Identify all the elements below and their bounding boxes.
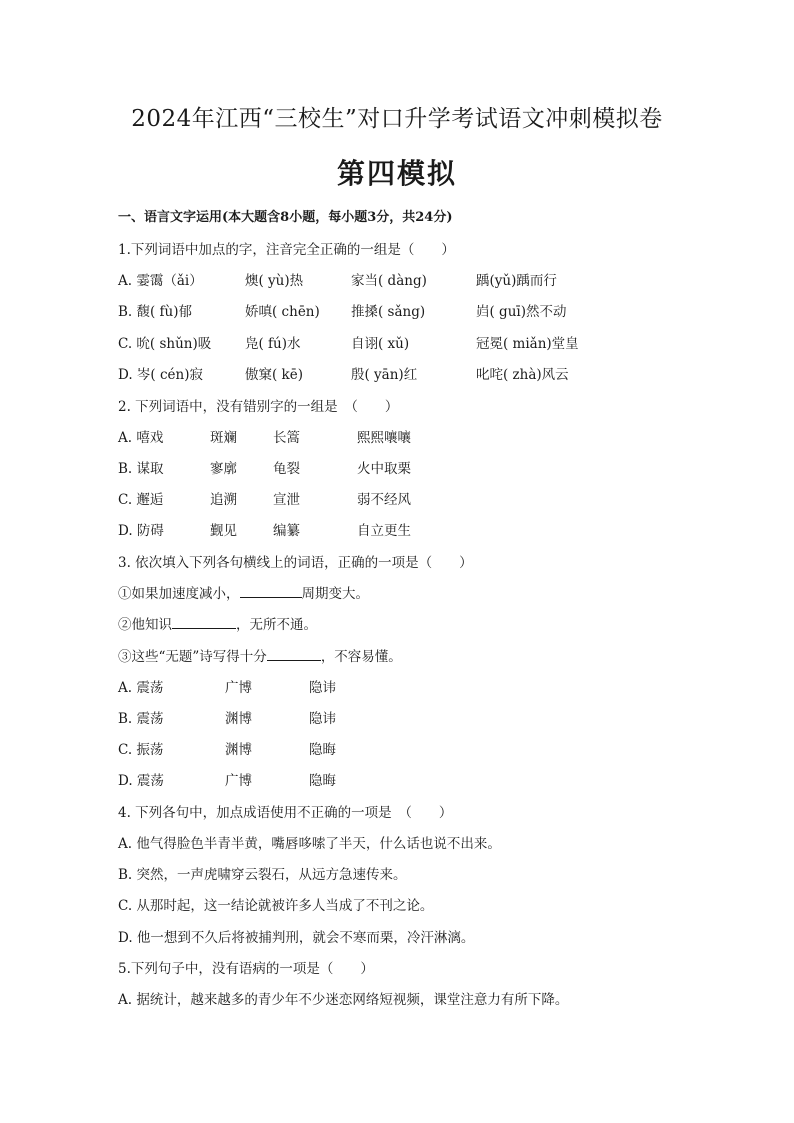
q3-s1-post: 周期变大。 [301, 586, 369, 602]
q1-option-c-2: 凫( fú)水 [245, 336, 301, 352]
q2-option-b-4: 火中取栗 [357, 461, 411, 477]
q3-s2-pre: ②他知识 [118, 617, 172, 633]
q2-option-b-2: 寥廓 [210, 461, 237, 477]
q1-option-d-3: 殷( yān)红 [351, 367, 418, 383]
q3-option-d-2: 广博 [225, 773, 252, 789]
q2-option-b-1: B. 谋取 [118, 461, 164, 477]
q3-option-b-2: 渊博 [225, 711, 252, 727]
q3-option-c-2: 渊博 [225, 742, 252, 758]
q4-option-a: A. 他气得脸色半青半黄，嘴唇哆嗦了半天，什么话也说不出来。 [118, 836, 501, 852]
q1-option-c-1: C. 吮( shǔn)吸 [118, 336, 212, 352]
q2-option-d-3: 编纂 [273, 523, 300, 539]
fill-blank-1 [240, 583, 302, 598]
q1-option-a-4: 踽(yǔ)踽而行 [476, 273, 557, 289]
q2-option-c-3: 宣泄 [273, 492, 300, 508]
q3-s2-post: ，无所不通。 [236, 617, 317, 633]
q3-option-c-1: C. 振荡 [118, 742, 164, 758]
fill-blank-3 [267, 646, 321, 661]
q2-option-a-1: A. 嘻戏 [118, 430, 164, 446]
q2-option-a-3: 长篙 [273, 430, 300, 446]
q3-option-a-1: A. 震荡 [118, 680, 164, 696]
q1-option-a-3: 家当( dàng) [351, 273, 427, 289]
page-subtitle: 第四模拟 [336, 157, 457, 190]
q1-option-b-2: 娇嗔( chēn) [245, 304, 320, 320]
q1-option-b-3: 推搡( sǎng) [351, 304, 426, 320]
q2-option-d-1: D. 防碍 [118, 523, 164, 539]
q3-option-b-3: 隐讳 [309, 711, 336, 727]
q4-option-d: D. 他一想到不久后将被捕判刑，就会不寒而栗，冷汗淋漓。 [118, 930, 475, 946]
q1-option-d-1: D. 岑( cén)寂 [118, 367, 203, 383]
q1-stem: 1.下列词语中加点的字，注音完全正确的一组是（ ） [118, 242, 455, 258]
q2-option-a-4: 熙熙嚷嚷 [357, 430, 411, 446]
q3-sentence-3 [118, 645, 402, 665]
q3-option-a-2: 广博 [225, 680, 252, 696]
q2-stem: 2. 下列词语中，没有错别字的一组是 （ ） [118, 399, 399, 415]
q3-option-b-1: B. 震荡 [118, 711, 164, 727]
section-heading: 一、语言文字运用(本大题含8小题，每小题3分，共24分) [118, 210, 453, 225]
q3-option-d-3: 隐晦 [309, 773, 336, 789]
q1-option-c-3: 自诩( xǔ) [351, 336, 410, 352]
q4-option-b: B. 突然，一声虎啸穿云裂石，从远方急速传来。 [118, 867, 407, 883]
q1-option-b-4: 岿( guī)然不动 [476, 304, 567, 320]
q2-option-c-4: 弱不经风 [357, 492, 411, 508]
q1-option-a-2: 燠( yù)热 [245, 273, 304, 289]
q3-s3-post: ，不容易懂。 [320, 649, 402, 665]
q3-sentence-2 [118, 613, 317, 633]
q4-stem: 4. 下列各句中，加点成语使用不正确的一项是 （ ） [118, 805, 453, 821]
q3-option-d-1: D. 震荡 [118, 773, 164, 789]
q3-stem: 3. 依次填入下列各句横线上的词语，正确的一项是（ ） [118, 555, 473, 571]
q2-option-d-4: 自立更生 [357, 523, 411, 539]
q5-option-a: A. 据统计，越来越多的青少年不少迷恋网络短视频，课堂注意力有所下降。 [118, 992, 569, 1008]
q2-option-b-3: 龟裂 [273, 461, 300, 477]
q1-option-b-1: B. 馥( fù)郁 [118, 304, 193, 320]
q2-option-d-2: 觐见 [210, 523, 237, 539]
page-title: 2024年江西“三校生”对口升学考试语文冲刺模拟卷 [131, 106, 663, 132]
q3-sentence-1 [118, 582, 369, 602]
q4-option-c: C. 从那时起，这一结论就被许多人当成了不刊之论。 [118, 898, 434, 914]
q3-s1-pre: ①如果加速度减小， [118, 586, 240, 602]
fill-blank-2 [172, 614, 236, 629]
q1-option-a-1: A. 霎霭（ǎi） [118, 273, 203, 289]
q5-stem: 5.下列句子中，没有语病的一项是（ ） [118, 961, 374, 977]
q3-option-a-3: 隐讳 [309, 680, 336, 696]
q1-option-d-4: 叱咤( zhà)风云 [476, 367, 569, 383]
q1-option-d-2: 傲窠( kē) [245, 367, 303, 383]
q2-option-c-1: C. 邂逅 [118, 492, 164, 508]
q3-option-c-3: 隐晦 [309, 742, 336, 758]
q3-s3-pre: ③这些“无题”诗写得十分 [118, 649, 267, 665]
q1-option-c-4: 冠冕( miǎn)堂皇 [476, 336, 579, 352]
q2-option-a-2: 斑斓 [210, 430, 237, 446]
q2-option-c-2: 追溯 [210, 492, 237, 508]
